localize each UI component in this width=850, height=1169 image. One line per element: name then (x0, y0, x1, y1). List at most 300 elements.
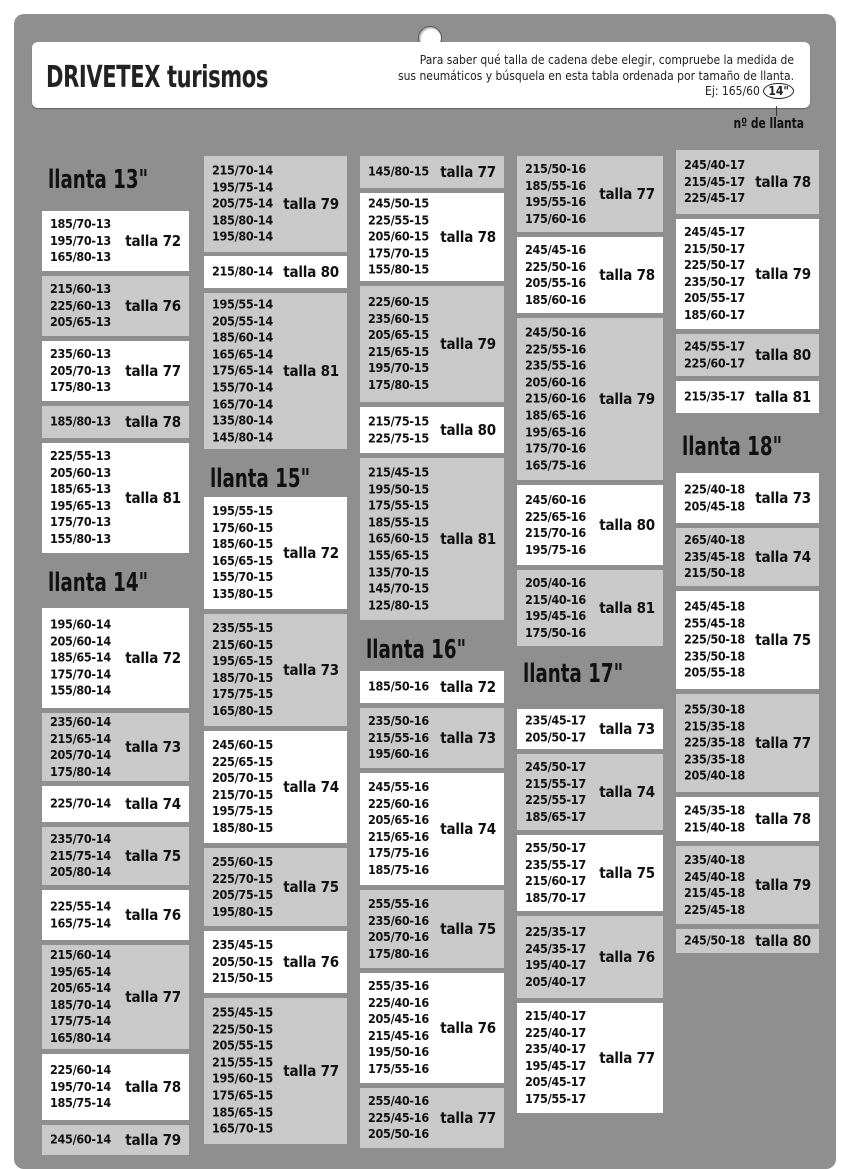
tire-size: 165/65-15 (212, 553, 273, 568)
tire-size-list (368, 896, 429, 962)
tire-size: 225/40-17 (525, 1024, 586, 1040)
tire-size: 175/70-15 (368, 245, 429, 261)
tire-size: 165/80-15 (212, 703, 273, 719)
chain-size-label: talla 81 (755, 388, 811, 406)
chain-size-label: talla 72 (283, 544, 339, 562)
tire-size: 155/80-15 (368, 261, 429, 277)
tire-size: 255/30-18 (684, 701, 745, 717)
size-group (360, 973, 504, 1083)
tire-size: 215/60-13 (50, 281, 111, 297)
tire-size-list (368, 713, 429, 763)
intro-line-2: sus neumáticos y búsquela en esta tabla ordenada por tamaño de llanta. (397, 68, 794, 83)
tire-size: 245/60-15 (212, 737, 273, 753)
rim-heading-label: llanta 18" (682, 432, 783, 462)
rim-heading (42, 163, 189, 197)
tire-size: 245/45-18 (684, 598, 745, 614)
tire-size: 185/80-14 (212, 212, 273, 228)
tire-size: 195/70-13 (50, 232, 111, 248)
size-group (360, 193, 504, 281)
tire-size: 225/60-15 (368, 294, 429, 310)
tire-size: 235/40-18 (684, 851, 745, 867)
tire-size-list (525, 575, 586, 641)
size-group (676, 150, 819, 214)
tire-size: 225/45-17 (684, 190, 745, 206)
tire-size: 205/50-15 (212, 953, 273, 969)
rim-heading-label: llanta 13" (48, 165, 149, 195)
tire-size: 255/45-18 (684, 615, 745, 631)
tire-size: 205/65-14 (50, 980, 111, 996)
tire-size: 205/55-14 (212, 312, 273, 328)
tire-size-list (212, 937, 273, 987)
tire-size: 185/70-15 (212, 670, 273, 685)
tire-size: 175/65-14 (212, 362, 273, 378)
tire-size: 195/55-15 (212, 503, 273, 519)
tire-size: 225/50-15 (212, 1021, 273, 1037)
chain-size-label: talla 79 (599, 390, 655, 408)
tire-size-list (212, 1005, 273, 1138)
tire-size-list (50, 448, 111, 548)
tire-size: 235/45-15 (212, 937, 273, 953)
tire-size-list (684, 702, 745, 785)
tire-size: 185/60-14 (212, 329, 273, 345)
size-group (360, 890, 504, 968)
size-group (42, 713, 189, 781)
tire-size: 215/60-15 (212, 636, 273, 652)
size-group (676, 797, 819, 841)
tire-size: 175/65-15 (212, 1087, 273, 1103)
chain-size-label: talla 74 (599, 783, 655, 801)
tire-size: 205/50-17 (525, 729, 586, 744)
tire-size: 195/65-16 (525, 423, 586, 439)
rim-heading (42, 566, 189, 600)
chain-size-label: talla 77 (125, 988, 181, 1006)
tire-size: 185/70-14 (50, 997, 111, 1012)
chain-size-label: talla 75 (125, 847, 181, 865)
chain-size-label: talla 72 (125, 232, 181, 250)
rim-heading (676, 430, 819, 464)
tire-size: 165/65-14 (212, 346, 273, 362)
tire-size: 215/50-16 (525, 160, 586, 176)
tire-size: 255/45-15 (212, 1004, 273, 1020)
tire-size: 225/60-13 (50, 297, 111, 313)
tire-size: 185/75-14 (50, 1095, 111, 1111)
tire-size: 135/80-14 (212, 412, 273, 428)
tire-size: 155/80-14 (50, 682, 111, 698)
tire-size: 155/65-15 (368, 547, 429, 563)
size-group (204, 731, 347, 843)
tire-size: 175/80-14 (50, 763, 111, 779)
tire-size-list (684, 224, 745, 324)
tire-size: 235/35-18 (684, 751, 745, 767)
size-group (517, 1003, 663, 1113)
tire-size: 245/45-17 (684, 224, 745, 240)
tire-size: 225/45-18 (684, 901, 745, 917)
tire-size: 205/40-18 (684, 767, 745, 783)
tire-size-list (368, 464, 429, 613)
size-group (360, 1088, 504, 1148)
size-group (676, 334, 819, 376)
tire-size: 185/50-16 (368, 678, 429, 694)
size-group (204, 614, 347, 726)
tire-size: 165/70-15 (212, 1120, 273, 1136)
chain-size-label: talla 75 (755, 631, 811, 649)
tire-size-list (525, 759, 586, 825)
tire-size-list (684, 389, 745, 406)
chain-size-label: talla 74 (440, 820, 496, 838)
size-group (517, 485, 663, 565)
chain-size-label: talla 79 (440, 335, 496, 353)
tire-size: 205/60-14 (50, 633, 111, 649)
tire-size-list (684, 338, 745, 371)
chain-size-label: talla 81 (599, 599, 655, 617)
size-group (676, 929, 819, 953)
tire-size-list (50, 216, 111, 266)
size-group (517, 570, 663, 646)
chain-size-label: talla 81 (125, 489, 181, 507)
tire-size: 205/50-16 (368, 1126, 429, 1142)
tire-size: 195/70-15 (368, 360, 429, 376)
tire-size: 145/70-15 (368, 580, 429, 596)
size-group (42, 276, 189, 336)
tire-size: 195/45-16 (525, 608, 586, 623)
tire-size: 165/70-14 (212, 395, 273, 411)
tire-size: 225/60-17 (684, 355, 745, 370)
chain-size-label: talla 80 (440, 421, 496, 439)
tire-size-list (525, 924, 586, 990)
rim-heading-label: llanta 17" (523, 659, 624, 689)
brand-title: DRIVETEX turismos (46, 60, 269, 95)
size-group (204, 998, 347, 1144)
size-group (42, 406, 189, 438)
chain-size-label: talla 78 (125, 1078, 181, 1096)
tire-size: 245/55-16 (368, 779, 429, 795)
tire-size: 215/40-18 (684, 819, 745, 834)
tire-size-list (50, 1132, 111, 1149)
size-group (360, 773, 504, 885)
tire-size: 245/55-17 (684, 338, 745, 354)
tire-size-list (50, 898, 111, 931)
tire-size: 225/75-15 (368, 430, 429, 445)
tire-size-list (212, 163, 273, 246)
tire-size: 135/70-15 (368, 563, 429, 579)
tire-size: 255/60-15 (212, 853, 273, 869)
tire-size: 145/80-14 (212, 429, 273, 445)
size-group (676, 473, 819, 523)
tire-size: 185/55-15 (368, 514, 429, 530)
tire-size: 175/75-14 (50, 1013, 111, 1029)
tire-size: 235/60-13 (50, 346, 111, 362)
tire-size: 185/80-15 (212, 820, 273, 836)
tire-size: 205/65-15 (368, 327, 429, 343)
chain-size-label: talla 78 (440, 228, 496, 246)
tire-size: 235/45-17 (525, 712, 586, 728)
tire-size: 155/80-13 (50, 531, 111, 547)
tire-size: 255/40-16 (368, 1093, 429, 1109)
size-group (204, 931, 347, 993)
tire-size: 185/65-16 (525, 407, 586, 423)
tire-size: 185/60-15 (212, 536, 273, 552)
tire-size: 215/60-14 (50, 947, 111, 963)
chain-size-label: talla 74 (125, 795, 181, 813)
size-group (360, 407, 504, 453)
tire-size: 245/50-17 (525, 758, 586, 774)
chain-size-label: talla 81 (440, 530, 496, 548)
tire-size-list (525, 161, 586, 227)
tire-size: 175/80-15 (368, 377, 429, 393)
tire-size: 215/70-16 (525, 525, 586, 540)
tire-size: 225/50-18 (684, 631, 745, 647)
tire-size: 205/80-14 (50, 864, 111, 880)
tire-size: 205/75-15 (212, 887, 273, 902)
tire-size-list (684, 599, 745, 682)
tire-size: 245/50-16 (525, 324, 586, 340)
tire-size: 175/60-15 (212, 519, 273, 535)
tire-size-list (50, 414, 111, 431)
tire-size: 165/80-14 (50, 1030, 111, 1046)
size-group (676, 381, 819, 413)
tire-size: 225/35-17 (525, 923, 586, 939)
tire-size: 195/50-16 (368, 1044, 429, 1060)
tire-size: 225/60-14 (50, 1062, 111, 1078)
chain-size-label: talla 78 (755, 173, 811, 191)
chain-size-label: talla 76 (440, 1019, 496, 1037)
tire-size: 215/45-16 (368, 1028, 429, 1043)
tire-size: 255/55-16 (368, 895, 429, 911)
tire-size: 195/65-15 (212, 653, 273, 669)
tire-size-list (50, 346, 111, 396)
tire-size: 205/45-18 (684, 498, 745, 513)
size-group (517, 156, 663, 232)
size-group (360, 286, 504, 402)
tire-size-list (368, 978, 429, 1078)
chain-size-label: talla 76 (125, 906, 181, 924)
tire-size: 125/80-15 (368, 597, 429, 613)
size-group (42, 211, 189, 271)
chain-size-label: talla 79 (755, 876, 811, 894)
tire-size-list (684, 157, 745, 207)
tire-size-list (525, 712, 586, 745)
size-group (42, 341, 189, 401)
tire-size: 235/45-18 (684, 548, 745, 564)
tire-size-list (368, 164, 429, 181)
tire-size: 245/40-18 (684, 868, 745, 884)
chain-size-label: talla 79 (283, 195, 339, 213)
tire-size-list (368, 196, 429, 279)
tire-size: 205/65-13 (50, 314, 111, 330)
tire-size: 235/55-16 (525, 357, 586, 373)
tire-size: 255/35-16 (368, 978, 429, 994)
chain-size-label: talla 73 (125, 738, 181, 756)
tire-size-list (368, 779, 429, 879)
rim-heading-label: llanta 15" (210, 464, 311, 494)
tire-size: 185/65-14 (50, 649, 111, 665)
tire-size: 205/60-15 (368, 228, 429, 244)
tire-size-list (50, 831, 111, 881)
chain-size-label: talla 72 (125, 649, 181, 667)
tire-size: 215/65-16 (368, 829, 429, 844)
tire-size: 215/75-15 (368, 413, 429, 429)
tire-size: 215/65-14 (50, 730, 111, 746)
tire-size: 195/60-16 (368, 746, 429, 762)
tire-size: 185/80-13 (50, 413, 111, 429)
chain-size-label: talla 73 (755, 489, 811, 507)
size-group (676, 846, 819, 924)
tire-size-list (212, 264, 273, 281)
tire-size-list (368, 294, 429, 394)
rim-heading (204, 462, 347, 496)
tire-size: 225/40-16 (368, 994, 429, 1010)
chain-size-label: talla 77 (755, 734, 811, 752)
tire-size: 165/60-15 (368, 530, 429, 546)
tire-size: 215/55-16 (368, 729, 429, 745)
size-column-3 (360, 0, 504, 1169)
tire-size: 195/75-16 (525, 541, 586, 557)
tire-size-list (50, 281, 111, 331)
tire-size: 225/50-17 (684, 257, 745, 273)
tire-size: 205/70-16 (368, 929, 429, 944)
chain-size-label: talla 74 (283, 778, 339, 796)
size-group (676, 591, 819, 689)
chain-size-label: talla 80 (283, 263, 339, 281)
tire-size: 225/55-16 (525, 340, 586, 356)
tire-size: 175/55-15 (368, 497, 429, 513)
chain-size-label: talla 79 (125, 1131, 181, 1149)
tire-size: 185/65-15 (212, 1104, 273, 1120)
chain-size-label: talla 77 (440, 1109, 496, 1127)
size-group (360, 458, 504, 620)
tire-size: 195/80-14 (212, 228, 273, 244)
tire-size: 235/55-17 (525, 856, 586, 872)
tire-size: 205/45-16 (368, 1011, 429, 1027)
tire-size: 175/75-16 (368, 845, 429, 861)
tire-size: 235/55-15 (212, 620, 273, 636)
size-group (204, 156, 347, 252)
tire-size: 205/75-14 (212, 195, 273, 211)
tire-size-list (368, 413, 429, 446)
tire-size: 215/70-15 (212, 787, 273, 802)
tire-size: 235/50-17 (684, 274, 745, 289)
tire-size: 215/60-17 (525, 873, 586, 888)
tire-size: 245/35-17 (525, 940, 586, 956)
tire-size: 185/65-13 (50, 481, 111, 497)
chain-size-label: talla 80 (755, 346, 811, 364)
tire-size: 205/70-15 (212, 770, 273, 786)
size-group (360, 156, 504, 188)
chain-size-label: talla 77 (283, 1062, 339, 1080)
size-group (42, 1054, 189, 1120)
size-column-2 (204, 0, 347, 1169)
tire-size: 185/75-16 (368, 862, 429, 878)
tire-size: 175/60-16 (525, 210, 586, 226)
tire-size: 175/55-16 (368, 1061, 429, 1077)
tire-size-list (50, 714, 111, 780)
tire-size: 185/60-17 (684, 307, 745, 323)
tire-size: 215/45-17 (684, 173, 745, 189)
tire-size: 215/40-17 (525, 1008, 586, 1024)
tire-size: 165/75-14 (50, 915, 111, 930)
tire-size: 175/75-15 (212, 686, 273, 702)
tire-size: 235/60-15 (368, 310, 429, 326)
size-column-1 (42, 0, 189, 1169)
tire-size: 175/50-16 (525, 624, 586, 640)
chain-size-label: talla 78 (755, 810, 811, 828)
size-group (517, 318, 663, 480)
tire-size-list (368, 679, 429, 696)
tire-size: 225/60-16 (368, 795, 429, 811)
chain-size-label: talla 75 (599, 864, 655, 882)
tire-size: 205/45-17 (525, 1074, 586, 1090)
tire-size: 215/55-17 (525, 775, 586, 791)
tire-size: 215/45-18 (684, 885, 745, 900)
chain-size-label: talla 77 (440, 163, 496, 181)
tire-size: 215/40-16 (525, 591, 586, 607)
tire-size-list (50, 947, 111, 1047)
tire-size: 195/75-15 (212, 803, 273, 819)
tire-size-list (50, 1062, 111, 1112)
tire-size: 225/70-14 (50, 795, 111, 811)
tire-size: 225/50-16 (525, 258, 586, 274)
tire-size: 215/50-15 (212, 970, 273, 986)
chain-size-label: talla 76 (125, 297, 181, 315)
tire-size: 215/65-15 (368, 344, 429, 359)
chain-size-label: talla 81 (283, 362, 339, 380)
tire-size: 255/50-17 (525, 839, 586, 855)
tire-size: 225/35-18 (684, 734, 745, 750)
chain-size-label: talla 80 (755, 932, 811, 950)
chain-size-label: talla 78 (125, 413, 181, 431)
tire-size-list (525, 492, 586, 558)
tire-size: 235/60-14 (50, 713, 111, 729)
chain-size-label: talla 77 (599, 185, 655, 203)
chain-size-label: talla 73 (440, 729, 496, 747)
tire-size: 205/55-17 (684, 290, 745, 306)
tire-size: 245/60-16 (525, 491, 586, 507)
chain-size-label: talla 78 (599, 266, 655, 284)
tire-size: 205/70-13 (50, 362, 111, 378)
tire-size: 185/60-16 (525, 291, 586, 307)
tire-size: 215/35-18 (684, 718, 745, 734)
tire-size: 225/70-15 (212, 870, 273, 886)
tire-size: 225/65-15 (212, 753, 273, 769)
tire-size: 185/70-13 (50, 216, 111, 232)
size-group (517, 754, 663, 830)
tire-size: 195/45-17 (525, 1058, 586, 1073)
size-group (517, 709, 663, 749)
tire-size-list (212, 854, 273, 920)
tire-size: 215/45-15 (368, 464, 429, 480)
tire-size-list (525, 840, 586, 906)
tire-size: 135/80-15 (212, 586, 273, 602)
tire-size: 195/70-14 (50, 1078, 111, 1094)
tire-size: 195/60-15 (212, 1071, 273, 1086)
tire-size: 235/50-16 (368, 713, 429, 729)
tire-size: 195/55-16 (525, 194, 586, 209)
tire-size: 225/55-13 (50, 448, 111, 464)
tire-size: 205/55-16 (525, 275, 586, 290)
tire-size: 155/70-14 (212, 379, 273, 395)
tire-size-list (684, 933, 745, 950)
size-group (42, 1125, 189, 1155)
tire-size-list (212, 737, 273, 837)
tire-size: 235/50-18 (684, 648, 745, 664)
chain-size-label: talla 79 (755, 265, 811, 283)
tire-size: 225/40-18 (684, 481, 745, 497)
tire-size: 155/70-15 (212, 569, 273, 585)
chain-size-label: talla 73 (283, 661, 339, 679)
size-group (676, 219, 819, 329)
tire-size: 245/40-17 (684, 157, 745, 173)
size-group (676, 694, 819, 792)
